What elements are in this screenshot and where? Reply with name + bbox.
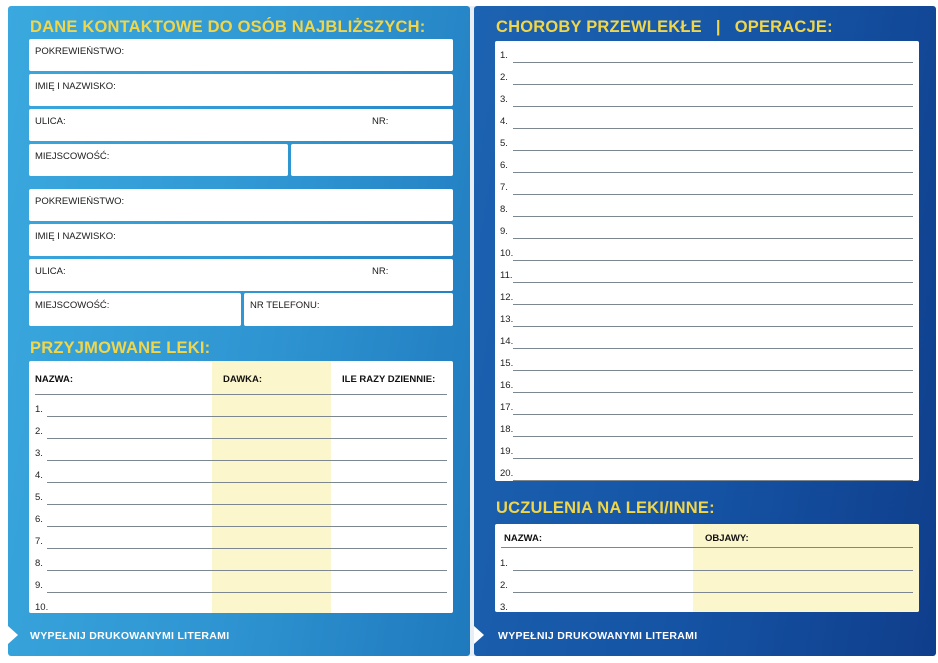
- row-line: [513, 436, 913, 437]
- row-number: 15.: [500, 358, 514, 369]
- row-line: [47, 482, 447, 483]
- row-line: [513, 194, 913, 195]
- row-line: [513, 326, 913, 327]
- row-line: [47, 526, 447, 527]
- phone-label: NR TELEFONU:: [250, 300, 320, 311]
- row-number: 3.: [35, 448, 43, 459]
- contact1-relation-field[interactable]: [29, 39, 453, 71]
- row-line: [513, 480, 913, 481]
- chronic-heading-a: CHOROBY PRZEWLEKŁE: [496, 18, 702, 36]
- row-number: 2.: [35, 426, 43, 437]
- name-label: IMIĘ I NAZWISKO:: [35, 231, 116, 242]
- contact1-extra-field[interactable]: [291, 144, 453, 176]
- row-line: [513, 128, 913, 129]
- row-number: 6.: [500, 160, 508, 171]
- col-symptoms-header: OBJAWY:: [705, 533, 749, 544]
- row-line: [47, 460, 447, 461]
- row-line: [513, 260, 913, 261]
- row-number: 5.: [35, 492, 43, 503]
- row-number: 3.: [500, 602, 508, 612]
- relation-label: POKREWIEŃSTWO:: [35, 46, 125, 57]
- contact2-city-field[interactable]: [29, 293, 241, 326]
- row-number: 6.: [35, 514, 43, 525]
- row-number: 18.: [500, 424, 514, 435]
- footer-note: WYPEŁNIJ DRUKOWANYMI LITERAMI: [498, 630, 698, 642]
- contact2-street-field[interactable]: [29, 259, 453, 291]
- dose-column-highlight: [212, 361, 331, 613]
- nr-label: NR:: [372, 116, 389, 127]
- allergies-heading: UCZULENIA NA LEKI/INNE:: [496, 499, 715, 517]
- row-line: [513, 238, 913, 239]
- meds-heading: PRZYJMOWANE LEKI:: [30, 339, 211, 357]
- name-label: IMIĘ I NAZWISKO:: [35, 81, 116, 92]
- row-number: 8.: [35, 558, 43, 569]
- row-line: [513, 150, 913, 151]
- row-number: 5.: [500, 138, 508, 149]
- row-number: 13.: [500, 314, 514, 325]
- contact2-phone-field[interactable]: [244, 293, 453, 326]
- header-line: [501, 547, 913, 548]
- contact1-city-field[interactable]: [29, 144, 288, 176]
- row-line: [513, 216, 913, 217]
- row-number: 1.: [500, 50, 508, 61]
- row-number: 19.: [500, 446, 514, 457]
- row-number: 16.: [500, 380, 514, 391]
- row-line: [513, 370, 913, 371]
- row-number: 12.: [500, 292, 514, 303]
- row-line: [513, 348, 913, 349]
- street-label: ULICA:: [35, 266, 66, 277]
- row-line: [513, 62, 913, 63]
- row-number: 17.: [500, 402, 514, 413]
- row-line: [47, 592, 447, 593]
- row-line: [47, 416, 447, 417]
- row-number: 4.: [35, 470, 43, 481]
- row-line: [513, 458, 913, 459]
- chronic-heading-b: OPERACJE:: [734, 18, 833, 36]
- row-number: 11.: [500, 270, 513, 281]
- contact2-relation-field[interactable]: [29, 189, 453, 221]
- row-number: 9.: [500, 226, 508, 237]
- nr-label: NR:: [372, 266, 389, 277]
- col-name-header: NAZWA:: [504, 533, 542, 544]
- row-number: 4.: [500, 116, 508, 127]
- row-line: [513, 592, 913, 593]
- row-number: 7.: [35, 536, 43, 547]
- heading-separator: |: [715, 18, 721, 36]
- relation-label: POKREWIEŃSTWO:: [35, 196, 125, 207]
- row-number: 1.: [500, 558, 508, 569]
- contact1-street-field[interactable]: [29, 109, 453, 141]
- row-number: 3.: [500, 94, 508, 105]
- row-number: 10.: [35, 602, 49, 613]
- row-number: 2.: [500, 580, 508, 591]
- row-number: 10.: [500, 248, 514, 259]
- row-line: [513, 392, 913, 393]
- chronic-list: [495, 41, 919, 481]
- arrow-icon: [474, 626, 484, 644]
- row-line: [513, 106, 913, 107]
- row-line: [513, 304, 913, 305]
- footer-note: WYPEŁNIJ DRUKOWANYMI LITERAMI: [30, 630, 230, 642]
- chronic-heading: [496, 18, 833, 37]
- row-number: 9.: [35, 580, 43, 591]
- row-number: 14.: [500, 336, 514, 347]
- left-page: [8, 6, 470, 656]
- row-line: [513, 84, 913, 85]
- meds-table: [29, 361, 453, 613]
- row-number: 8.: [500, 204, 508, 215]
- row-line: [47, 438, 447, 439]
- contact1-name-field[interactable]: [29, 74, 453, 106]
- header-line: [35, 394, 447, 395]
- row-line: [47, 548, 447, 549]
- col-freq-header: ILE RAZY DZIENNIE:: [342, 374, 436, 385]
- row-number: 7.: [500, 182, 508, 193]
- city-label: MIEJSCOWOŚĆ:: [35, 151, 110, 162]
- row-line: [513, 282, 913, 283]
- arrow-icon: [8, 626, 18, 644]
- row-line: [513, 172, 913, 173]
- row-number: 2.: [500, 72, 508, 83]
- right-page: [474, 6, 936, 656]
- row-line: [513, 414, 913, 415]
- allergies-table: [495, 524, 919, 612]
- row-number: 20.: [500, 468, 514, 479]
- row-number: 1.: [35, 404, 43, 415]
- street-label: ULICA:: [35, 116, 66, 127]
- contacts-heading: DANE KONTAKTOWE DO OSÓB NAJBLIŻSZYCH:: [30, 18, 426, 36]
- col-name-header: NAZWA:: [35, 374, 73, 385]
- row-line: [47, 570, 447, 571]
- col-dose-header: DAWKA:: [223, 374, 263, 385]
- contact2-name-field[interactable]: [29, 224, 453, 256]
- city-label: MIEJSCOWOŚĆ:: [35, 300, 110, 311]
- row-line: [513, 570, 913, 571]
- row-line: [47, 504, 447, 505]
